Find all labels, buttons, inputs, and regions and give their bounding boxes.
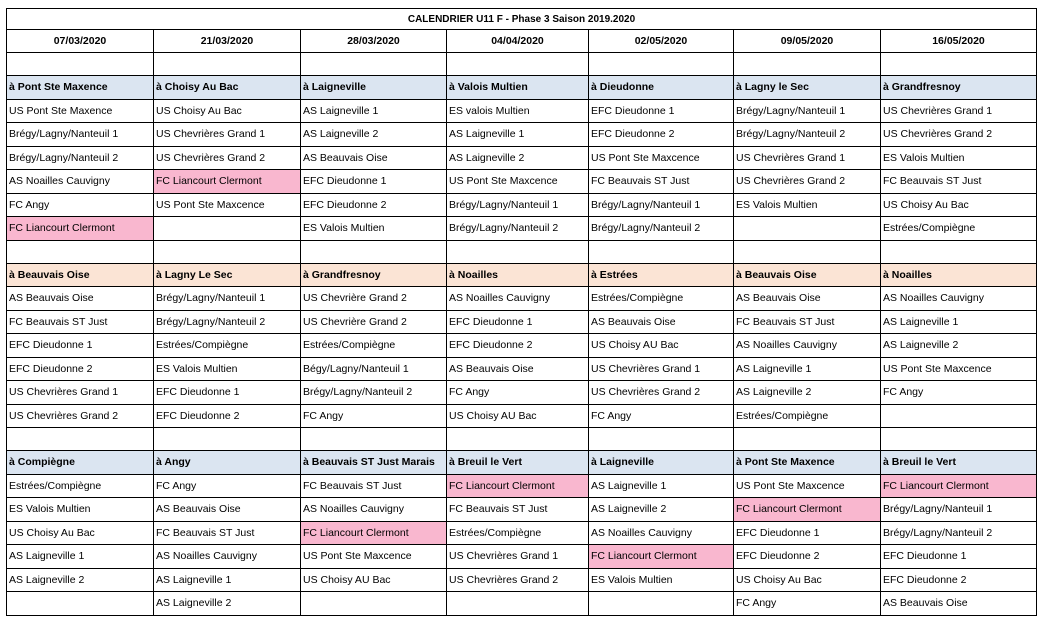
team-cell-highlighted: FC Liancourt Clermont (301, 521, 447, 545)
team-row (7, 592, 1037, 616)
team-cell: ES Valois Multien (301, 217, 447, 241)
team-cell: AS Beauvais Oise (154, 498, 301, 522)
team-cell: EFC Dieudonne 2 (589, 123, 734, 147)
team-cell: FC Beauvais ST Just (7, 310, 154, 334)
team-cell: EFC Dieudonne 1 (589, 99, 734, 123)
team-cell: Estrées/Compiègne (154, 334, 301, 358)
team-cell (734, 217, 881, 241)
venue-cell: à Dieudonne (589, 76, 734, 100)
team-cell: Brégy/Lagny/Nanteuil 2 (734, 123, 881, 147)
spacer-row (7, 53, 1037, 76)
team-cell: FC Beauvais ST Just (881, 170, 1037, 194)
team-cell-highlighted: FC Liancourt Clermont (589, 545, 734, 569)
empty-cell (881, 53, 1037, 76)
team-cell: Estrées/Compiègne (589, 287, 734, 311)
team-cell: US Chevrières Grand 1 (7, 381, 154, 405)
team-cell: FC Angy (301, 404, 447, 428)
team-cell: AS Laigneville 1 (589, 474, 734, 498)
team-row (7, 545, 1037, 569)
team-cell: ES Valois Multien (589, 568, 734, 592)
team-cell (301, 592, 447, 616)
team-row (7, 146, 1037, 170)
team-row (7, 217, 1037, 241)
date-cell: 04/04/2020 (447, 30, 589, 53)
team-cell: US Chevrières Grand 1 (589, 357, 734, 381)
team-cell: US Chevrières Grand 1 (881, 99, 1037, 123)
team-cell: ES Valois Multien (154, 357, 301, 381)
team-cell: FC Beauvais ST Just (734, 310, 881, 334)
team-row (7, 568, 1037, 592)
team-cell: AS Beauvais Oise (301, 146, 447, 170)
team-cell: AS Laigneville 1 (734, 357, 881, 381)
team-cell: US Choisy Au Bac (7, 521, 154, 545)
empty-cell (301, 240, 447, 263)
team-cell: Estrées/Compiègne (447, 521, 589, 545)
empty-cell (7, 240, 154, 263)
empty-cell (881, 240, 1037, 263)
empty-cell (589, 428, 734, 451)
team-cell: AS Laigneville 2 (881, 334, 1037, 358)
team-cell: AS Laigneville 2 (447, 146, 589, 170)
team-cell: ES Valois Multien (881, 146, 1037, 170)
team-cell: AS Laigneville 2 (301, 123, 447, 147)
team-row (7, 193, 1037, 217)
team-cell: AS Laigneville 2 (734, 381, 881, 405)
venue-cell: à Beauvais ST Just Marais (301, 451, 447, 475)
team-cell: US Pont Ste Maxcence (447, 170, 589, 194)
team-cell: AS Laigneville 1 (447, 123, 589, 147)
team-cell: Estrées/Compiègne (301, 334, 447, 358)
team-cell: US Chevrières Grand 2 (734, 170, 881, 194)
empty-cell (734, 53, 881, 76)
date-cell: 07/03/2020 (7, 30, 154, 53)
team-cell: US Chevrières Grand 2 (589, 381, 734, 405)
team-row (7, 123, 1037, 147)
team-cell: FC Beauvais ST Just (154, 521, 301, 545)
empty-cell (447, 240, 589, 263)
team-cell: Brégy/Lagny/Nanteuil 2 (7, 146, 154, 170)
empty-cell (734, 240, 881, 263)
team-cell (7, 592, 154, 616)
team-row (7, 170, 1037, 194)
team-cell: FC Beauvais ST Just (589, 170, 734, 194)
team-cell: FC Angy (154, 474, 301, 498)
team-cell: Brégy/Lagny/Nanteuil 1 (7, 123, 154, 147)
team-cell: ES valois Multien (447, 99, 589, 123)
team-cell: AS Noailles Cauvigny (301, 498, 447, 522)
empty-cell (154, 428, 301, 451)
date-header-row (7, 30, 1037, 53)
venue-cell: à Noailles (881, 263, 1037, 287)
team-row (7, 498, 1037, 522)
team-cell: Estrées/Compiègne (7, 474, 154, 498)
team-cell-highlighted: FC Liancourt Clermont (881, 474, 1037, 498)
team-cell: AS Beauvais Oise (447, 357, 589, 381)
team-row (7, 287, 1037, 311)
venue-cell: à Lagny Le Sec (154, 263, 301, 287)
team-cell: US Choisy AU Bac (301, 568, 447, 592)
date-cell: 02/05/2020 (589, 30, 734, 53)
team-cell: AS Laigneville 1 (154, 568, 301, 592)
team-cell: AS Noailles Cauvigny (7, 170, 154, 194)
team-cell: EFC Dieudonne 1 (447, 310, 589, 334)
empty-cell (734, 428, 881, 451)
team-row (7, 310, 1037, 334)
empty-cell (881, 428, 1037, 451)
venue-cell: à Laigneville (589, 451, 734, 475)
team-cell: AS Laigneville 2 (589, 498, 734, 522)
team-cell: US Chevrière Grand 2 (301, 310, 447, 334)
team-cell-highlighted: FC Liancourt Clermont (734, 498, 881, 522)
date-cell: 09/05/2020 (734, 30, 881, 53)
team-cell: Estrées/Compiègne (734, 404, 881, 428)
team-cell: US Chevrières Grand 2 (447, 568, 589, 592)
team-cell (447, 592, 589, 616)
empty-cell (154, 240, 301, 263)
team-cell: EFC Dieudonne 1 (154, 381, 301, 405)
team-row (7, 521, 1037, 545)
team-cell: Brégy/Lagny/Nanteuil 1 (447, 193, 589, 217)
team-cell: US Chevrières Grand 1 (734, 146, 881, 170)
empty-cell (7, 53, 154, 76)
team-cell: AS Laigneville 1 (881, 310, 1037, 334)
venue-cell: à Laigneville (301, 76, 447, 100)
team-cell: Brégy/Lagny/Nanteuil 1 (154, 287, 301, 311)
team-cell: Brégy/Lagny/Nanteuil 2 (447, 217, 589, 241)
team-cell: US Pont Ste Maxence (7, 99, 154, 123)
team-cell: US Pont Ste Maxcence (154, 193, 301, 217)
team-cell: EFC Dieudonne 2 (734, 545, 881, 569)
team-cell: AS Beauvais Oise (881, 592, 1037, 616)
team-cell: Brégy/Lagny/Nanteuil 1 (734, 99, 881, 123)
venue-cell: à Pont Ste Maxence (7, 76, 154, 100)
team-cell: AS Noailles Cauvigny (881, 287, 1037, 311)
date-cell: 21/03/2020 (154, 30, 301, 53)
team-cell: ES Valois Multien (734, 193, 881, 217)
venue-cell: à Compiègne (7, 451, 154, 475)
venue-cell: à Lagny le Sec (734, 76, 881, 100)
team-cell: FC Angy (447, 381, 589, 405)
team-cell: US Chevrière Grand 2 (301, 287, 447, 311)
team-cell: ES Valois Multien (7, 498, 154, 522)
team-cell: US Pont Ste Maxcence (589, 146, 734, 170)
team-cell: AS Noailles Cauvigny (154, 545, 301, 569)
venue-cell: à Beauvais Oise (7, 263, 154, 287)
team-cell: EFC Dieudonne 2 (881, 568, 1037, 592)
team-cell: Brégy/Lagny/Nanteuil 2 (301, 381, 447, 405)
team-row (7, 381, 1037, 405)
team-cell: US Chevrières Grand 1 (447, 545, 589, 569)
team-cell: FC Angy (881, 381, 1037, 405)
team-cell: US Pont Ste Maxcence (734, 474, 881, 498)
team-row (7, 357, 1037, 381)
team-cell: US Chevrières Grand 2 (881, 123, 1037, 147)
team-cell: AS Noailles Cauvigny (589, 521, 734, 545)
team-cell: US Chevrières Grand 1 (154, 123, 301, 147)
venue-cell: à Breuil le Vert (881, 451, 1037, 475)
team-cell: EFC Dieudonne 1 (881, 545, 1037, 569)
team-cell-highlighted: FC Liancourt Clermont (447, 474, 589, 498)
team-cell: FC Beauvais ST Just (301, 474, 447, 498)
team-cell: US Pont Ste Maxcence (881, 357, 1037, 381)
venue-header-row (7, 76, 1037, 100)
venue-cell: à Beauvais Oise (734, 263, 881, 287)
empty-cell (447, 428, 589, 451)
team-cell: Brégy/Lagny/Nanteuil 2 (589, 217, 734, 241)
team-cell: AS Laigneville 2 (154, 592, 301, 616)
team-cell-highlighted: FC Liancourt Clermont (154, 170, 301, 194)
team-cell: EFC Dieudonne 1 (301, 170, 447, 194)
venue-cell: à Pont Ste Maxence (734, 451, 881, 475)
team-cell: Brégy/Lagny/Nanteuil 2 (881, 521, 1037, 545)
team-cell: EFC Dieudonne 2 (301, 193, 447, 217)
calendar-table (6, 8, 1037, 616)
spacer-row (7, 428, 1037, 451)
venue-cell: à Grandfresnoy (301, 263, 447, 287)
venue-header-row (7, 263, 1037, 287)
team-cell: FC Angy (7, 193, 154, 217)
team-cell: AS Beauvais Oise (589, 310, 734, 334)
team-cell: AS Beauvais Oise (734, 287, 881, 311)
team-cell (881, 404, 1037, 428)
team-cell: AS Noailles Cauvigny (447, 287, 589, 311)
team-cell: AS Laigneville 1 (7, 545, 154, 569)
empty-cell (589, 240, 734, 263)
team-cell: US Chevrières Grand 2 (7, 404, 154, 428)
team-cell: US Choisy Au Bac (154, 99, 301, 123)
team-cell: US Choisy AU Bac (447, 404, 589, 428)
team-cell: Brégy/Lagny/Nanteuil 1 (589, 193, 734, 217)
team-cell: AS Noailles Cauvigny (734, 334, 881, 358)
team-cell: EFC Dieudonne 2 (154, 404, 301, 428)
team-row (7, 99, 1037, 123)
team-cell: Brégy/Lagny/Nanteuil 1 (881, 498, 1037, 522)
team-cell: AS Laigneville 1 (301, 99, 447, 123)
team-cell: EFC Dieudonne 2 (447, 334, 589, 358)
team-cell: EFC Dieudonne 1 (7, 334, 154, 358)
team-cell: US Choisy Au Bac (734, 568, 881, 592)
calendar-title: CALENDRIER U11 F - Phase 3 Saison 2019.2020 (7, 9, 1037, 30)
team-row (7, 404, 1037, 428)
venue-cell: à Choisy Au Bac (154, 76, 301, 100)
venue-cell: à Estrées (589, 263, 734, 287)
team-cell: Estrées/Compiègne (881, 217, 1037, 241)
empty-cell (154, 53, 301, 76)
team-cell: FC Angy (734, 592, 881, 616)
team-cell: US Choisy AU Bac (589, 334, 734, 358)
date-cell: 16/05/2020 (881, 30, 1037, 53)
team-cell: AS Laigneville 2 (7, 568, 154, 592)
team-cell: US Chevrières Grand 2 (154, 146, 301, 170)
empty-cell (301, 53, 447, 76)
team-cell: AS Beauvais Oise (7, 287, 154, 311)
team-cell (154, 217, 301, 241)
title-row (7, 9, 1037, 30)
empty-cell (301, 428, 447, 451)
team-cell: EFC Dieudonne 2 (7, 357, 154, 381)
team-cell: FC Beauvais ST Just (447, 498, 589, 522)
empty-cell (447, 53, 589, 76)
venue-cell: à Noailles (447, 263, 589, 287)
team-row (7, 334, 1037, 358)
team-cell-highlighted: FC Liancourt Clermont (7, 217, 154, 241)
team-cell: US Pont Ste Maxcence (301, 545, 447, 569)
team-row (7, 474, 1037, 498)
venue-cell: à Angy (154, 451, 301, 475)
venue-cell: à Valois Multien (447, 76, 589, 100)
team-cell (589, 592, 734, 616)
venue-cell: à Grandfresnoy (881, 76, 1037, 100)
team-cell: FC Angy (589, 404, 734, 428)
spacer-row (7, 240, 1037, 263)
venue-cell: à Breuil le Vert (447, 451, 589, 475)
team-cell: Brégy/Lagny/Nanteuil 2 (154, 310, 301, 334)
date-cell: 28/03/2020 (301, 30, 447, 53)
empty-cell (589, 53, 734, 76)
team-cell: EFC Dieudonne 1 (734, 521, 881, 545)
team-cell: US Choisy Au Bac (881, 193, 1037, 217)
team-cell: Bégy/Lagny/Nanteuil 1 (301, 357, 447, 381)
empty-cell (7, 428, 154, 451)
venue-header-row (7, 451, 1037, 475)
